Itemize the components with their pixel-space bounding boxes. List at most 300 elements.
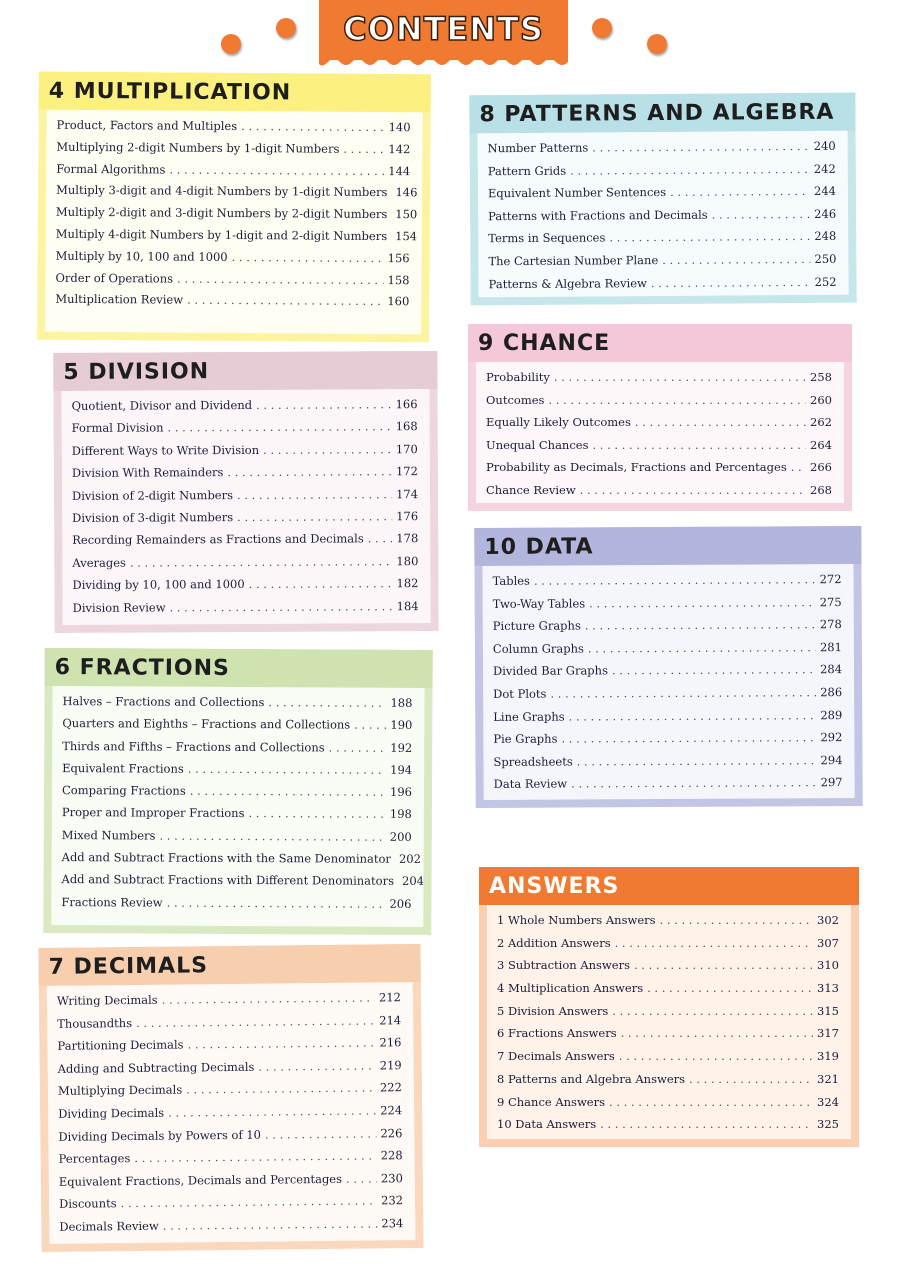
toc-entry-title: Discounts <box>59 1196 117 1212</box>
section-body <box>47 982 416 1244</box>
toc-entry-title: Multiplying Decimals <box>57 1082 183 1099</box>
dot-leader <box>569 708 817 723</box>
toc-entry[interactable] <box>493 730 842 754</box>
toc-entry-page: 252 <box>814 274 837 289</box>
dot-leader <box>121 1194 378 1211</box>
toc-entry-page: 212 <box>378 990 402 1005</box>
toc-entry[interactable] <box>486 393 832 416</box>
toc-entry[interactable] <box>55 226 418 251</box>
toc-entry-title: Adding and Subtracting Decimals <box>57 1059 255 1076</box>
dot-leader <box>130 554 393 569</box>
dot-leader <box>232 250 384 265</box>
section-header <box>468 324 852 362</box>
contents-banner <box>319 0 568 60</box>
toc-entry-title: 5 Division Answers <box>497 1003 609 1018</box>
toc-entry[interactable] <box>486 370 832 393</box>
toc-entry-page: 292 <box>820 730 843 745</box>
toc-entry-title: Formal Algorithms <box>56 161 166 177</box>
toc-entry-page: 242 <box>813 161 836 176</box>
toc-entry[interactable] <box>62 716 412 740</box>
toc-entry-page: 140 <box>388 120 411 135</box>
toc-entry[interactable] <box>61 895 411 919</box>
toc-entry-title: Column Graphs <box>492 641 584 656</box>
toc-entry-page: 325 <box>817 1117 839 1132</box>
toc-entry-page: 166 <box>395 397 418 412</box>
dot-leader <box>612 663 816 678</box>
toc-entry-page: 289 <box>820 707 843 722</box>
toc-entry-page: 232 <box>381 1193 404 1208</box>
toc-entry-title: Multiply 4-digit Numbers by 1-digit and 2-digit Numbers <box>55 226 388 244</box>
toc-entry-title: 1 Whole Numbers Answers <box>497 913 656 927</box>
dot-leader <box>329 740 387 754</box>
toc-entry-title: Recording Remainders as Fractions and Decimals <box>72 531 364 548</box>
toc-entry-title: Patterns & Algebra Review <box>488 275 647 291</box>
dot-leader <box>670 184 810 199</box>
dot-leader <box>188 762 386 777</box>
toc-entry-page: 248 <box>814 229 837 244</box>
toc-entry[interactable] <box>497 1026 839 1049</box>
toc-entry[interactable] <box>494 775 843 799</box>
toc-entry[interactable] <box>72 397 418 421</box>
toc-entry-page: 286 <box>820 685 843 700</box>
dot-leader <box>647 981 813 995</box>
dot-leader <box>346 1171 377 1185</box>
dot-leader <box>186 1081 376 1097</box>
section-decimals <box>38 944 423 1252</box>
decorative-dot <box>647 34 667 54</box>
toc-entry-page: 228 <box>380 1148 403 1163</box>
toc-entry[interactable] <box>489 274 837 299</box>
toc-entry[interactable] <box>62 783 412 807</box>
dot-leader <box>237 487 392 502</box>
decorative-dot <box>221 34 241 54</box>
toc-entry-page: 188 <box>390 695 413 710</box>
toc-entry-title: Decimals Review <box>59 1218 159 1234</box>
toc-entry-title: Probability <box>486 370 550 384</box>
toc-entry-page: 284 <box>820 662 843 677</box>
toc-entry-title: The Cartesian Number Plane <box>488 253 659 269</box>
dot-leader <box>592 139 810 155</box>
toc-entry[interactable] <box>493 617 842 641</box>
toc-entry[interactable] <box>72 554 418 578</box>
dot-leader <box>689 1072 813 1086</box>
dot-leader <box>163 1216 378 1232</box>
toc-entry[interactable] <box>486 438 832 461</box>
dot-leader <box>662 252 810 267</box>
toc-entry-title: Probability as Decimals, Fractions and Percentages <box>486 460 787 475</box>
dot-leader <box>170 599 393 614</box>
dot-leader <box>256 397 392 412</box>
dot-leader <box>592 438 806 452</box>
toc-entry[interactable] <box>488 139 836 164</box>
toc-entry[interactable] <box>56 183 418 207</box>
toc-entry-page: 302 <box>817 913 839 927</box>
toc-entry[interactable] <box>493 753 842 777</box>
section-patterns-algebra <box>469 93 856 306</box>
dot-leader <box>712 207 811 222</box>
toc-entry-title: 4 Multiplication Answers <box>497 981 644 996</box>
toc-entry-page: 150 <box>395 207 418 222</box>
toc-entry-page: 192 <box>390 740 413 755</box>
toc-list <box>497 913 839 1140</box>
toc-entry-page: 146 <box>395 185 418 200</box>
banner-wave <box>319 58 568 68</box>
section-title: ANSWERS <box>489 874 620 899</box>
toc-entry-page: 278 <box>819 617 842 632</box>
toc-entry[interactable] <box>73 599 419 623</box>
decorative-dot <box>276 18 296 38</box>
toc-entry[interactable] <box>486 460 832 483</box>
toc-entry-page: 272 <box>819 572 842 587</box>
toc-entry[interactable] <box>488 161 836 186</box>
toc-entry-page: 224 <box>380 1103 403 1118</box>
toc-list <box>61 694 425 919</box>
dot-leader <box>609 1095 813 1109</box>
toc-entry[interactable] <box>56 140 410 164</box>
toc-entry-page: 315 <box>817 1003 839 1018</box>
toc-entry-page: 154 <box>395 229 418 244</box>
toc-entry-page: 176 <box>396 509 419 524</box>
toc-entry[interactable] <box>72 487 418 511</box>
section-header <box>38 944 420 986</box>
toc-entry-page: 214 <box>379 1012 402 1028</box>
toc-entry-page: 260 <box>810 392 832 407</box>
toc-entry-title: Equivalent Fractions <box>62 760 184 776</box>
toc-entry-title: 10 Data Answers <box>497 1117 597 1132</box>
toc-entry-title: Pie Graphs <box>493 731 558 747</box>
toc-entry-title: Divided Bar Graphs <box>492 663 608 679</box>
toc-entry[interactable] <box>56 161 410 185</box>
toc-entry-page: 321 <box>817 1071 839 1086</box>
dot-leader <box>577 753 817 768</box>
toc-entry-page: 244 <box>813 183 836 199</box>
dot-leader <box>227 464 392 479</box>
toc-entry-page: 319 <box>817 1049 839 1064</box>
dot-leader <box>268 695 386 710</box>
toc-entry-title: 7 Decimals Answers <box>497 1049 615 1064</box>
toc-entry-page: 216 <box>379 1035 402 1050</box>
dot-leader <box>169 162 384 177</box>
toc-entry-title: Multiplication Review <box>55 292 184 308</box>
toc-entry[interactable] <box>55 204 418 229</box>
toc-entry-page: 184 <box>396 598 419 613</box>
decorative-dot <box>592 18 612 38</box>
dot-leader <box>136 1013 375 1030</box>
toc-entry[interactable] <box>493 595 842 619</box>
toc-entry[interactable] <box>493 662 842 686</box>
toc-entry-title: Chance Review <box>486 482 576 497</box>
toc-entry-title: Add and Subtract Fractions with Different Denominators <box>61 872 395 889</box>
toc-entry-page: 200 <box>389 829 412 844</box>
toc-entry-page: 262 <box>810 415 832 430</box>
toc-entry-page: 240 <box>813 138 836 153</box>
toc-entry-page: 226 <box>380 1125 403 1140</box>
toc-entry-page: 168 <box>395 419 418 434</box>
toc-entry-title: Multiply 3-digit and 4-digit Numbers by 1-digit Numbers <box>56 183 388 200</box>
toc-entry[interactable] <box>72 576 418 600</box>
toc-entry-page: 190 <box>390 718 413 733</box>
toc-entry[interactable] <box>72 531 418 555</box>
toc-list <box>488 139 837 300</box>
dot-leader <box>548 393 806 407</box>
dot-leader <box>621 1026 813 1040</box>
toc-entry[interactable] <box>486 415 832 438</box>
dot-leader <box>177 271 384 286</box>
toc-entry-title: Dividing Decimals by Powers of 10 <box>58 1127 262 1144</box>
toc-entry[interactable] <box>72 442 418 466</box>
section-body <box>478 131 849 298</box>
toc-entry[interactable] <box>488 184 836 209</box>
toc-entry-title: Patterns with Fractions and Decimals <box>488 207 708 224</box>
toc-entry-title: Quarters and Eighths – Fractions and Collections <box>62 716 351 732</box>
dot-leader <box>343 142 384 156</box>
toc-list <box>55 117 418 317</box>
toc-list <box>57 990 404 1242</box>
toc-entry[interactable] <box>493 685 842 709</box>
dot-leader <box>354 718 386 732</box>
section-multiplication <box>37 72 431 343</box>
toc-entry[interactable] <box>488 207 836 232</box>
toc-entry-title: Line Graphs <box>493 709 565 724</box>
dot-leader <box>187 1036 375 1052</box>
section-division <box>53 351 438 633</box>
dot-leader <box>561 730 816 745</box>
toc-entry-page: 182 <box>396 576 419 591</box>
toc-entry-title: Equivalent Number Sentences <box>487 185 667 201</box>
dot-leader <box>368 532 393 546</box>
toc-entry-page: 194 <box>390 762 413 777</box>
toc-entry-page: 219 <box>379 1057 402 1073</box>
toc-entry[interactable] <box>486 483 832 506</box>
toc-entry-title: Spreadsheets <box>493 754 573 769</box>
toc-entry[interactable] <box>55 292 409 316</box>
section-body <box>61 389 430 625</box>
toc-entry-title: Thousandths <box>57 1015 133 1031</box>
toc-entry-title: Picture Graphs <box>492 618 581 634</box>
toc-entry-title: Division of 3-digit Numbers <box>72 510 234 525</box>
toc-entry-page: 234 <box>381 1216 404 1231</box>
toc-entry-title: 9 Chance Answers <box>497 1094 606 1109</box>
dot-leader <box>249 576 393 591</box>
dot-leader <box>570 162 810 178</box>
toc-entry[interactable] <box>497 958 839 981</box>
toc-entry-title: Percentages <box>58 1151 131 1166</box>
toc-entry[interactable] <box>61 872 425 896</box>
toc-entry-title: Formal Division <box>71 420 164 436</box>
toc-entry-title: Two-Way Tables <box>492 596 586 611</box>
toc-entry[interactable] <box>493 708 842 732</box>
toc-entry-title: Number Patterns <box>487 140 589 156</box>
toc-entry[interactable] <box>497 1117 839 1140</box>
toc-entry[interactable] <box>488 252 836 277</box>
toc-entry-page: 160 <box>387 294 410 309</box>
toc-entry[interactable] <box>493 640 842 664</box>
dot-leader <box>550 685 816 700</box>
toc-entry[interactable] <box>72 464 418 488</box>
toc-entry[interactable] <box>62 761 412 785</box>
section-body <box>45 110 423 335</box>
dot-leader <box>167 895 386 910</box>
dot-leader <box>237 509 392 524</box>
section-title: 10 DATA <box>484 534 594 560</box>
dot-leader <box>162 990 375 1006</box>
toc-entry-title: 6 Fractions Answers <box>497 1026 617 1041</box>
dot-leader <box>619 1049 813 1063</box>
toc-entry-page: 170 <box>395 441 418 456</box>
dot-leader <box>600 1117 813 1131</box>
section-header <box>53 351 437 391</box>
toc-entry-page: 297 <box>820 775 843 790</box>
dot-leader <box>571 776 817 791</box>
toc-entry[interactable] <box>72 419 418 443</box>
toc-entry-page: 268 <box>810 482 832 497</box>
dot-leader <box>241 119 385 134</box>
toc-entry-title: Mixed Numbers <box>61 827 156 843</box>
toc-entry[interactable] <box>62 739 412 763</box>
toc-entry-title: Multiplying 2-digit Numbers by 1-digit Numbers <box>56 139 340 156</box>
dot-leader <box>134 1149 376 1166</box>
toc-entry-page: 142 <box>388 141 411 157</box>
dot-leader <box>612 1004 813 1018</box>
dot-leader <box>248 807 385 822</box>
toc-entry[interactable] <box>55 270 409 294</box>
toc-entry-title: Dividing Decimals <box>58 1105 165 1121</box>
section-header <box>474 526 861 566</box>
toc-entry-page: 266 <box>810 460 832 475</box>
toc-list <box>493 572 843 800</box>
toc-entry-page: 307 <box>817 935 839 950</box>
toc-entry-page: 178 <box>396 531 419 546</box>
section-header <box>469 93 855 134</box>
dot-leader <box>580 483 806 497</box>
section-title: 4 MULTIPLICATION <box>48 78 292 106</box>
dot-leader <box>167 420 391 435</box>
toc-entry[interactable] <box>497 913 839 936</box>
toc-entry-title: Terms in Sequences <box>488 230 606 246</box>
toc-entry-page: 250 <box>814 251 837 266</box>
dot-leader <box>589 595 816 610</box>
toc-entry-title: Division With Remainders <box>71 465 224 481</box>
toc-entry-title: Unequal Chances <box>486 437 589 452</box>
toc-entry-title: Product, Factors and Multiples <box>56 117 238 134</box>
toc-entry-title: Comparing Fractions <box>61 783 186 798</box>
toc-entry-page: 158 <box>387 272 410 287</box>
toc-entry-page: 174 <box>396 486 419 501</box>
dot-leader <box>634 958 813 972</box>
toc-entry-page: 324 <box>817 1094 839 1109</box>
toc-entry[interactable] <box>497 1095 839 1118</box>
toc-entry[interactable] <box>497 936 839 959</box>
dot-leader <box>791 460 806 474</box>
toc-entry-title: Outcomes <box>486 392 545 407</box>
toc-entry[interactable] <box>497 981 839 1004</box>
toc-list <box>72 397 419 623</box>
toc-entry[interactable] <box>56 249 410 273</box>
dot-leader <box>588 640 816 655</box>
toc-entry[interactable] <box>56 118 410 142</box>
toc-entry-title: 3 Subtraction Answers <box>497 958 630 973</box>
section-title: 5 DIVISION <box>63 359 210 385</box>
section-title: 8 PATTERNS AND ALGEBRA <box>479 99 835 128</box>
toc-entry-page: 246 <box>814 206 837 221</box>
toc-entry-title: Multiply by 10, 100 and 1000 <box>55 248 228 264</box>
dot-leader <box>190 784 386 799</box>
dot-leader <box>660 913 814 927</box>
section-answers <box>479 867 859 1147</box>
toc-entry-page: 294 <box>820 752 843 767</box>
toc-entry-title: Tables <box>492 573 530 588</box>
section-body <box>482 564 854 800</box>
section-header <box>45 648 433 688</box>
dot-leader <box>265 1126 377 1141</box>
dot-leader <box>159 828 385 843</box>
toc-entry-title: Equivalent Fractions, Decimals and Percentages <box>58 1171 343 1189</box>
toc-entry-page: 144 <box>388 163 411 178</box>
toc-entry-page: 258 <box>810 370 832 384</box>
toc-entry-page: 156 <box>387 250 410 266</box>
toc-entry-title: Averages <box>72 555 126 570</box>
section-fractions <box>43 648 432 935</box>
section-data <box>474 526 862 808</box>
toc-entry-title: Add and Subtract Fractions with the Same Denominator <box>61 850 391 866</box>
toc-entry[interactable] <box>72 509 418 533</box>
section-header <box>39 72 431 113</box>
toc-entry[interactable] <box>493 572 842 596</box>
dot-leader <box>534 572 816 587</box>
toc-entry-title: Proper and Improper Fractions <box>61 805 245 821</box>
dot-leader <box>554 370 806 384</box>
toc-entry-page: 264 <box>810 437 832 452</box>
toc-entry-page: 206 <box>389 896 412 911</box>
toc-entry-title: Thirds and Fifths – Fractions and Collections <box>62 738 325 755</box>
toc-entry-page: 310 <box>817 958 839 973</box>
toc-entry-title: Division of 2-digit Numbers <box>71 487 234 503</box>
toc-entry-page: 180 <box>396 553 419 568</box>
section-chance <box>468 324 852 511</box>
toc-entry-page: 196 <box>390 784 413 800</box>
toc-entry[interactable] <box>488 229 836 254</box>
toc-entry-title: Multiply 2-digit and 3-digit Numbers by 2-digit Numbers <box>55 204 388 222</box>
toc-entry[interactable] <box>497 1072 839 1095</box>
dot-leader <box>615 936 813 950</box>
toc-entry[interactable] <box>497 1049 839 1072</box>
section-title: 7 DECIMALS <box>48 953 209 980</box>
toc-entry-page: 172 <box>395 464 418 479</box>
toc-entry-title: Different Ways to Write Division <box>71 442 260 458</box>
toc-entry-title: Dot Plots <box>493 686 547 701</box>
toc-entry-title: 2 Addition Answers <box>497 935 611 950</box>
toc-entry-title: Quotient, Divisor and Dividend <box>71 397 253 413</box>
toc-entry-title: Writing Decimals <box>56 992 158 1008</box>
toc-entry[interactable] <box>62 828 412 852</box>
dot-leader <box>609 229 810 244</box>
toc-entry[interactable] <box>61 850 421 874</box>
section-header <box>479 867 859 905</box>
toc-entry-title: Equally Likely Outcomes <box>486 415 631 430</box>
toc-entry[interactable] <box>497 1004 839 1027</box>
toc-entry-title: Division Review <box>72 599 166 615</box>
toc-entry-title: Dividing by 10, 100 and 1000 <box>72 577 245 593</box>
toc-entry[interactable] <box>62 694 412 718</box>
dot-leader <box>651 275 811 290</box>
dot-leader <box>187 293 383 308</box>
toc-entry[interactable] <box>59 1216 403 1242</box>
toc-entry[interactable] <box>62 806 412 830</box>
toc-entry-page: 317 <box>817 1026 839 1041</box>
dot-leader <box>263 442 392 457</box>
section-title: 9 CHANCE <box>478 331 611 356</box>
toc-entry-page: 202 <box>398 851 421 867</box>
